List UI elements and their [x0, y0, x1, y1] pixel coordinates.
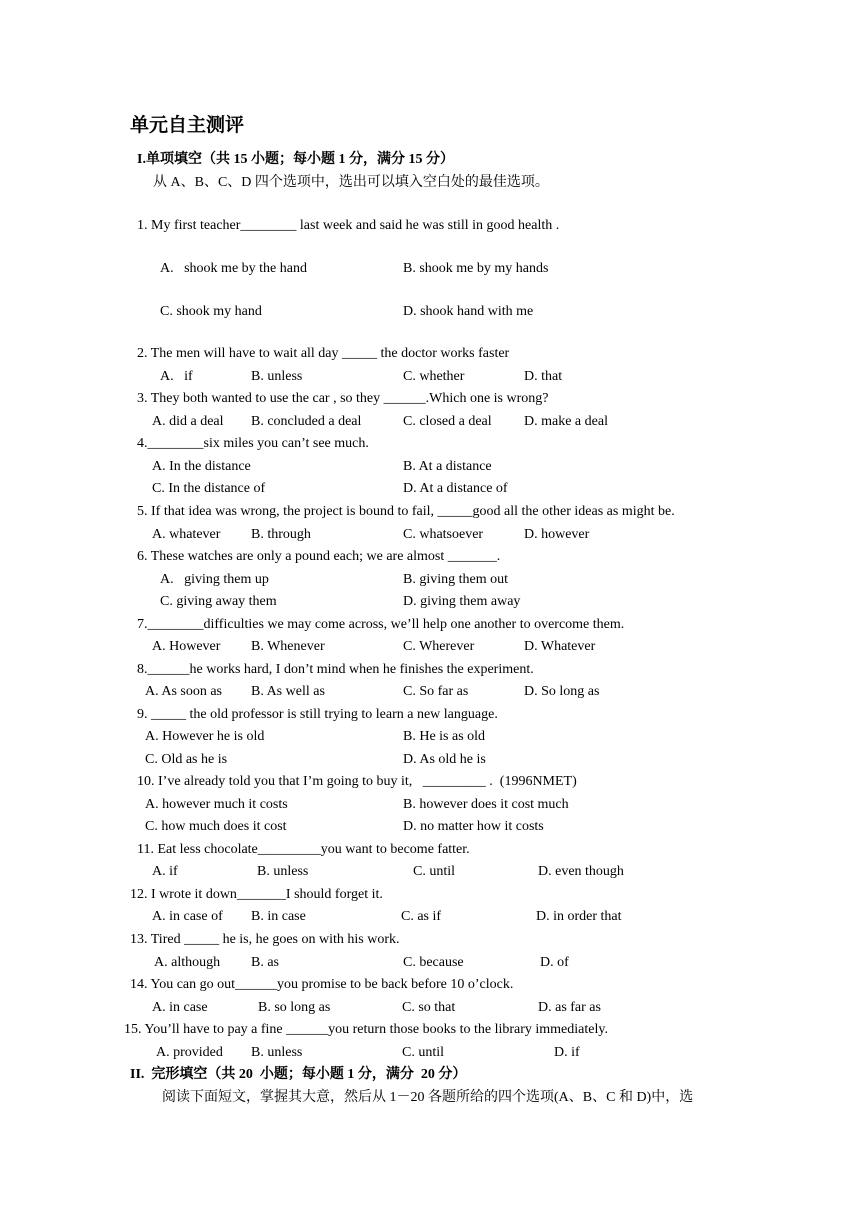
question-11-option-c: C. until: [413, 864, 456, 879]
question-7-option-d: D. Whatever: [524, 639, 596, 654]
question-13-option-d: D. of: [540, 955, 569, 970]
question-1-option-d: D. shook hand with me: [403, 304, 534, 319]
question-2-option-c: C. whether: [403, 369, 465, 384]
section-1-heading: I.单项填空（共 15 小题；每小题 1 分，满分 15 分）: [137, 152, 454, 167]
question-3-option-c: C. closed a deal: [403, 414, 492, 429]
question-14-option-a: A. in case: [152, 1000, 208, 1015]
question-3-option-a: A. did a deal: [152, 414, 224, 429]
question-2-option-a: A. if: [160, 369, 193, 384]
question-5-option-d: D. however: [524, 527, 590, 542]
section-2-instruction: 阅读下面短文，掌握其大意，然后从 1－20 各题所给的四个选项(A、B、C 和 D)中，选: [162, 1090, 694, 1105]
question-10-option-c: C. how much does it cost: [145, 819, 287, 834]
question-1-option-a: A. shook me by the hand: [160, 261, 307, 276]
question-6-option-a: A. giving them up: [160, 572, 269, 587]
question-15-option-c: C. until: [402, 1045, 445, 1060]
question-10-option-d: D. no matter how it costs: [403, 819, 544, 834]
question-14-stem: 14. You can go out______you promise to be back before 10 o’clock.: [130, 977, 514, 992]
question-8-option-a: A. As soon as: [145, 684, 223, 699]
question-9-stem: 9. _____ the old professor is still trying to learn a new language.: [137, 707, 498, 722]
question-12-stem: 12. I wrote it down_______I should forget it.: [130, 887, 383, 902]
question-14-option-c: C. so that: [402, 1000, 456, 1015]
question-11-option-d: D. even though: [538, 864, 624, 879]
question-10-stem: 10. I’ve already told you that I’m going to buy it, _________ . (1996NMET): [137, 774, 577, 789]
question-13-stem: 13. Tired _____ he is, he goes on with his work.: [130, 932, 400, 947]
question-11-stem: 11. Eat less chocolate_________you want to become fatter.: [137, 842, 470, 857]
question-12-option-a: A. in case of: [152, 909, 223, 924]
question-3-option-d: D. make a deal: [524, 414, 608, 429]
question-2-stem: 2. The men will have to wait all day _____ the doctor works faster: [137, 346, 510, 361]
question-7-stem: 7.________difficulties we may come across, we’ll help one another to overcome them.: [137, 617, 625, 632]
question-9-option-b: B. He is as old: [403, 729, 486, 744]
question-7-option-c: C. Wherever: [403, 639, 475, 654]
question-8-option-b: B. As well as: [251, 684, 325, 699]
question-4-option-a: A. In the distance: [152, 459, 251, 474]
question-3-stem: 3. They both wanted to use the car , so they ______.Which one is wrong?: [137, 391, 549, 406]
question-3-option-b: B. concluded a deal: [251, 414, 362, 429]
question-15-option-a: A. provided: [156, 1045, 223, 1060]
question-4-option-d: D. At a distance of: [403, 481, 508, 496]
question-11-option-a: A. if: [152, 864, 178, 879]
question-14-option-d: D. as far as: [538, 1000, 601, 1015]
question-12-option-b: B. in case: [251, 909, 306, 924]
question-13-option-c: C. because: [403, 955, 464, 970]
question-7-option-a: A. However: [152, 639, 221, 654]
question-5-stem: 5. If that idea was wrong, the project is bound to fail, _____good all the other ideas as might be.: [137, 504, 675, 519]
question-5-option-c: C. whatsoever: [403, 527, 484, 542]
question-15-option-d: D. if: [554, 1045, 580, 1060]
question-5-option-b: B. through: [251, 527, 311, 542]
question-1-option-b: B. shook me by my hands: [403, 261, 549, 276]
question-15-stem: 15. You’ll have to pay a fine ______you return those books to the library immediately.: [124, 1022, 608, 1037]
question-13-option-a: A. although: [154, 955, 221, 970]
question-12-option-c: C. as if: [401, 909, 442, 924]
question-6-stem: 6. These watches are only a pound each; we are almost _______.: [137, 549, 501, 564]
question-2-option-b: B. unless: [251, 369, 303, 384]
question-8-option-c: C. So far as: [403, 684, 469, 699]
question-1-stem: 1. My first teacher________ last week and said he was still in good health .: [137, 218, 560, 233]
question-10-option-b: B. however does it cost much: [403, 797, 569, 812]
question-8-option-d: D. So long as: [524, 684, 600, 699]
question-6-option-b: B. giving them out: [403, 572, 508, 587]
question-9-option-d: D. As old he is: [403, 752, 486, 767]
page-title: 单元自主测评: [130, 115, 245, 136]
question-15-option-b: B. unless: [251, 1045, 303, 1060]
question-5-option-a: A. whatever: [152, 527, 221, 542]
question-12-option-d: D. in order that: [536, 909, 622, 924]
question-10-option-a: A. however much it costs: [145, 797, 288, 812]
question-7-option-b: B. Whenever: [251, 639, 325, 654]
question-14-option-b: B. so long as: [258, 1000, 331, 1015]
question-6-option-c: C. giving away them: [160, 594, 277, 609]
section-1-instruction: 从 A、B、C、D 四个选项中，选出可以填入空白处的最佳选项。: [153, 175, 549, 190]
question-6-option-d: D. giving them away: [403, 594, 521, 609]
section-2-heading: II. 完形填空（共 20 小题；每小题 1 分，满分 20 分）: [130, 1067, 467, 1082]
question-9-option-a: A. However he is old: [145, 729, 265, 744]
question-2-option-d: D. that: [524, 369, 563, 384]
question-8-stem: 8.______he works hard, I don’t mind when he finishes the experiment.: [137, 662, 534, 677]
question-11-option-b: B. unless: [257, 864, 309, 879]
question-13-option-b: B. as: [251, 955, 279, 970]
question-4-stem: 4.________six miles you can’t see much.: [137, 436, 369, 451]
question-4-option-b: B. At a distance: [403, 459, 492, 474]
question-9-option-c: C. Old as he is: [145, 752, 228, 767]
question-1-option-c: C. shook my hand: [160, 304, 262, 319]
question-4-option-c: C. In the distance of: [152, 481, 266, 496]
